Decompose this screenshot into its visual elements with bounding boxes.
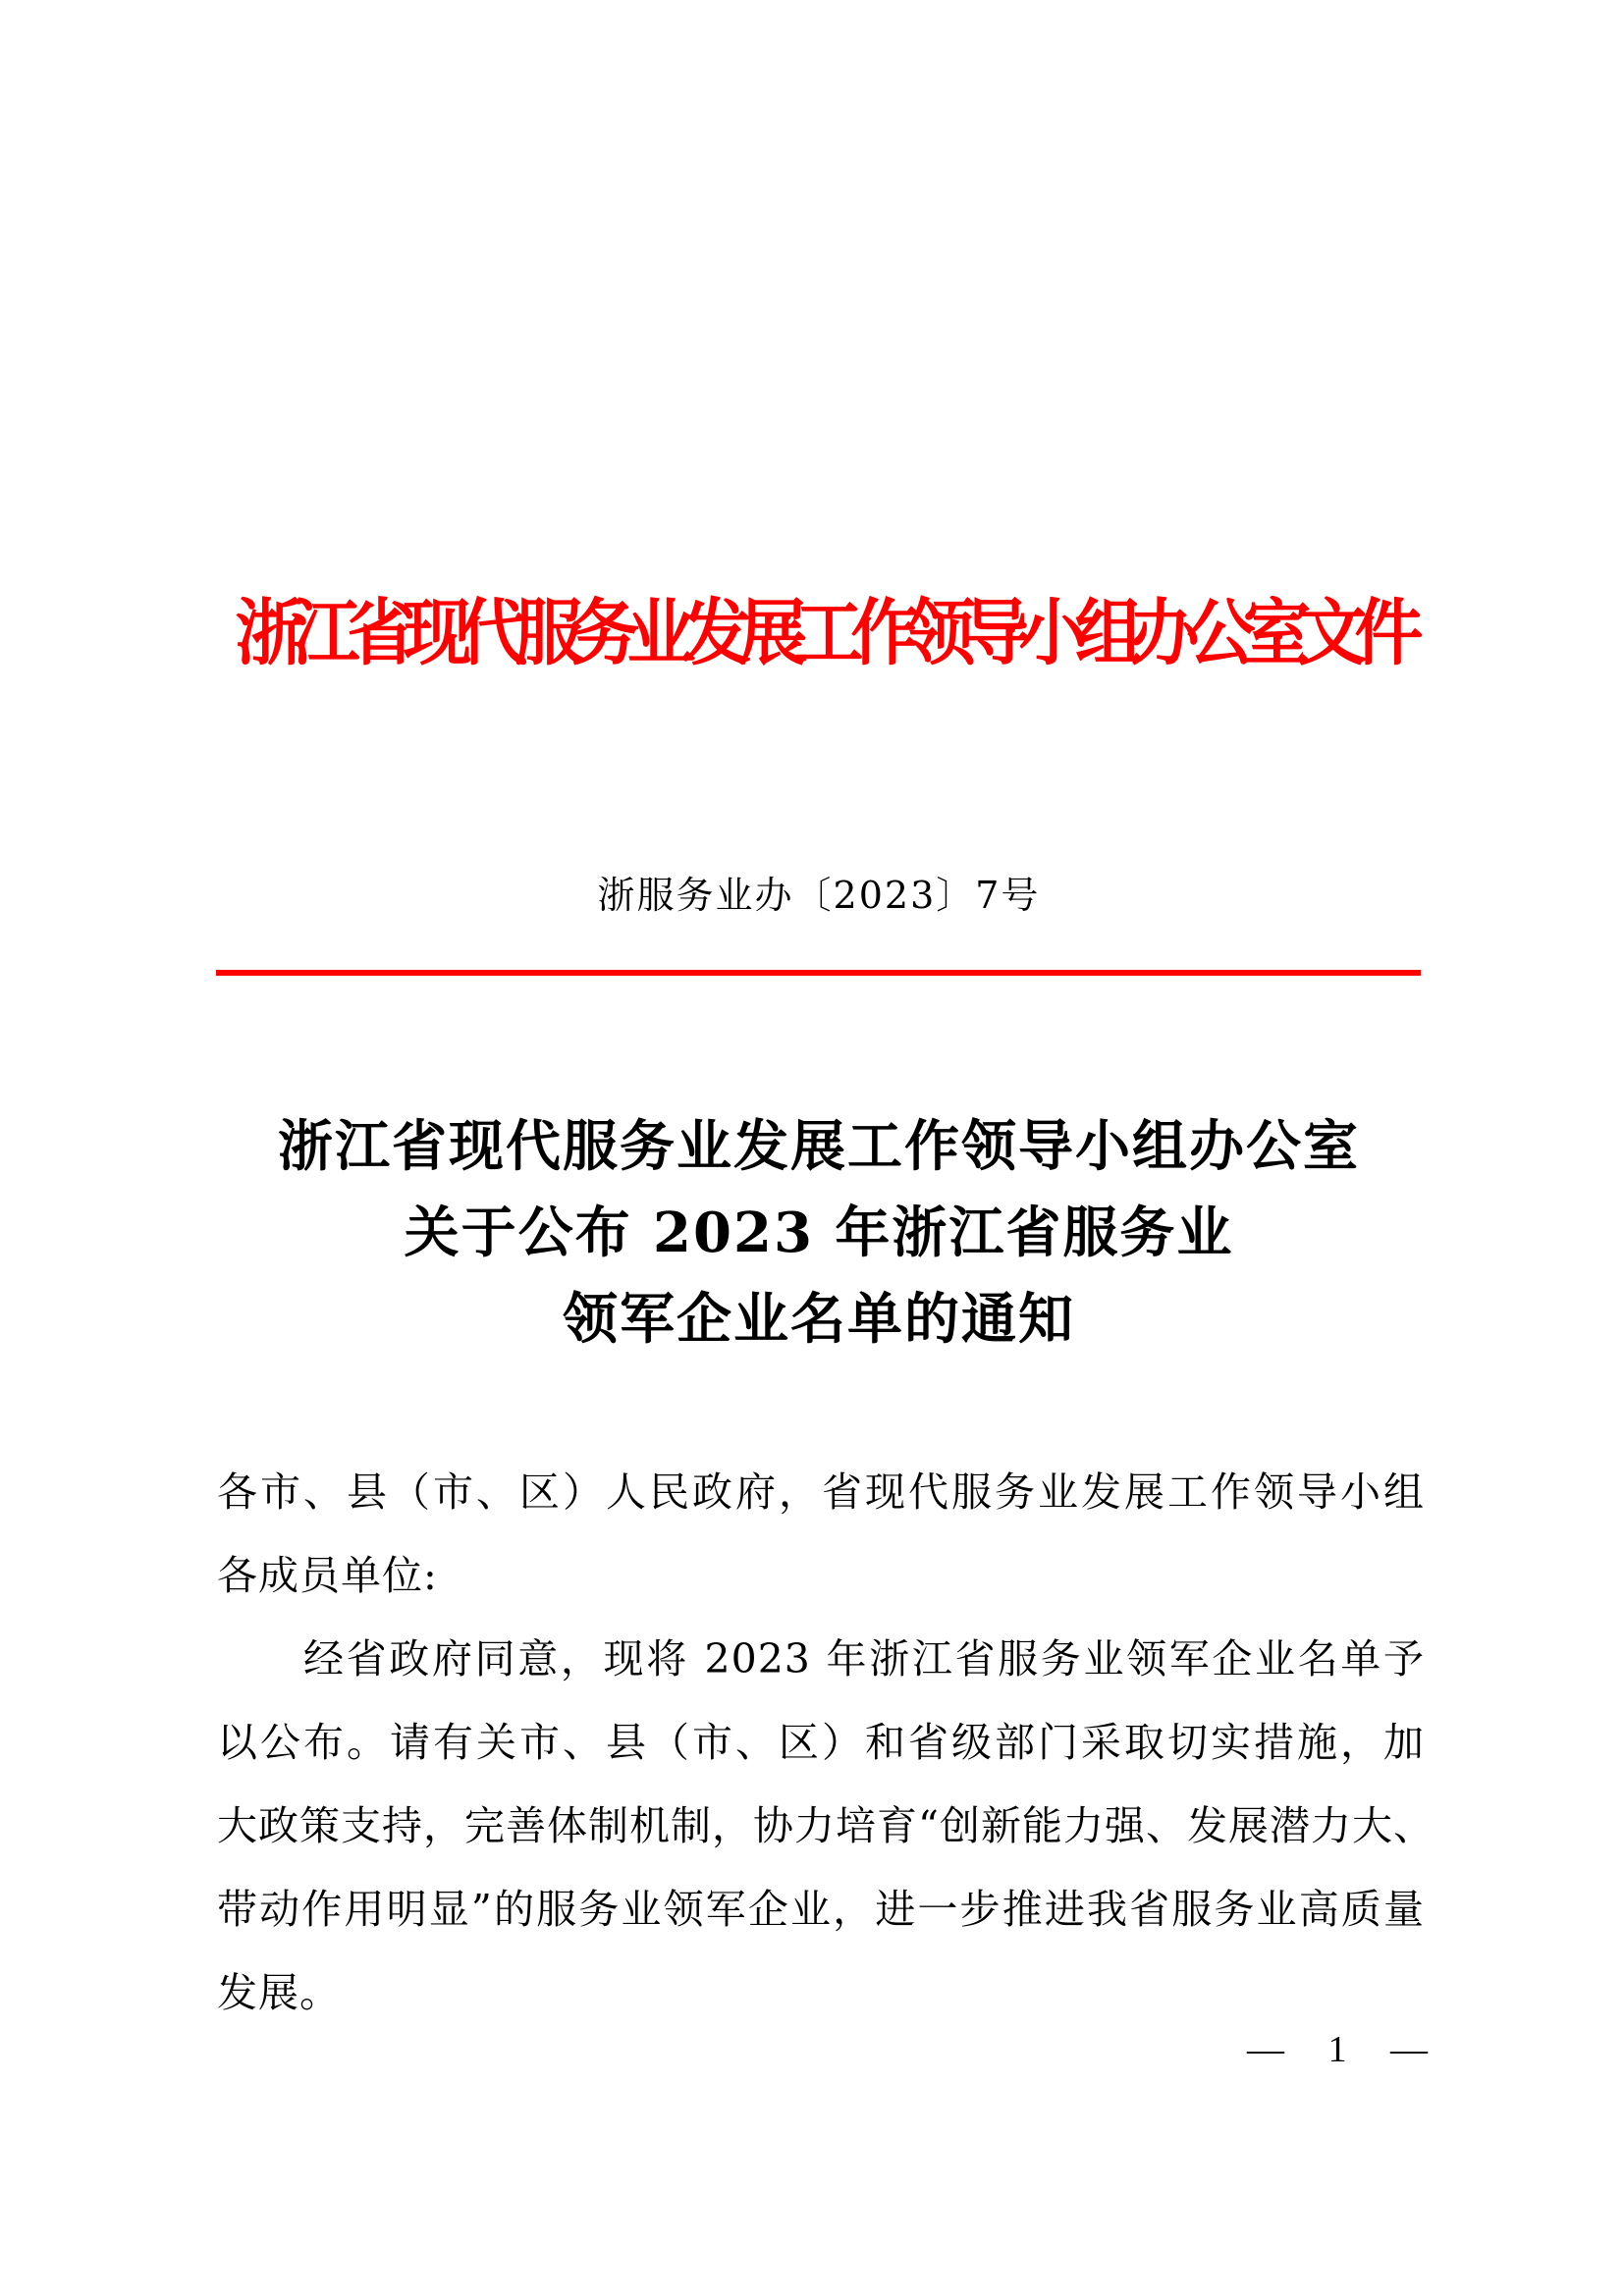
issuing-office-masthead	[235, 589, 1411, 677]
page-number: 1	[1327, 2029, 1347, 2070]
paragraph-line-5: 发展。	[217, 1969, 341, 2016]
title-line-1: 浙江省现代服务业发展工作领导小组办公室	[278, 1114, 1360, 1179]
masthead-title: 浙江省现代服务业发展工作领导小组办公室文件	[235, 589, 1411, 676]
salutation-line-1: 各市、县（市、区）人民政府，省现代服务业发展工作领导小组	[217, 1468, 1425, 1516]
page-dash-right: —	[1390, 2029, 1428, 2070]
title-line-3: 领军企业名单的通知	[563, 1287, 1075, 1352]
paragraph-line-1: 经省政府同意，现将 2023 年浙江省服务业领军企业名单予	[303, 1635, 1425, 1682]
page-dash-left: —	[1247, 2029, 1284, 2070]
paragraph-line-4: 带动作用明显”的服务业领军企业，进一步推进我省服务业高质量	[217, 1886, 1425, 1933]
red-divider-line	[216, 970, 1421, 976]
paragraph-line-2: 以公布。请有关市、县（市、区）和省级部门采取切实措施，加	[217, 1719, 1425, 1766]
page-number-footer	[1247, 2030, 1428, 2069]
paragraph-line-3: 大政策支持，完善体制机制，协力培育“创新能力强、发展潜力大、	[217, 1802, 1435, 1849]
notice-title	[216, 1103, 1422, 1362]
salutation-line-2: 各成员单位:	[217, 1552, 438, 1599]
notice-body	[217, 1451, 1435, 2035]
document-number: 浙服务业办〔2023〕7号	[597, 874, 1041, 917]
title-line-2: 关于公布 2023 年浙江省服务业	[404, 1201, 1234, 1265]
